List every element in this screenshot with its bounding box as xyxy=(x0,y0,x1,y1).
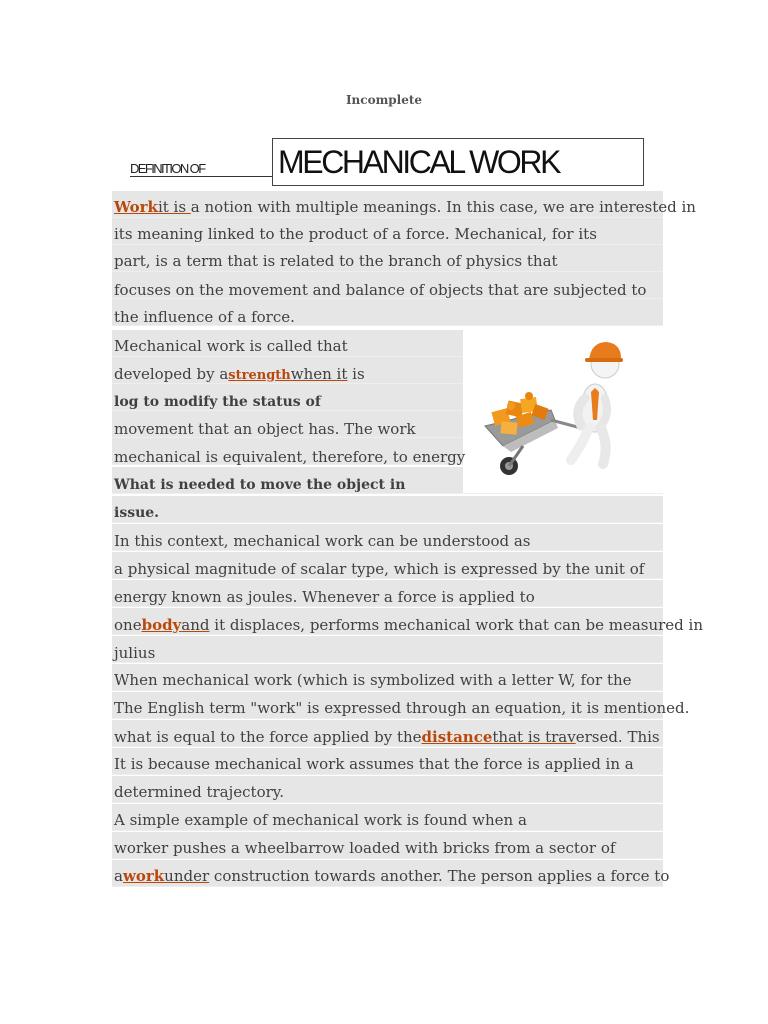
heading-prefix: DEFINITION OF xyxy=(130,161,205,176)
band xyxy=(112,636,663,663)
para4-line5: determined trajectory. xyxy=(114,783,285,801)
link-it-is[interactable]: it is xyxy=(157,198,191,216)
link-when-it[interactable]: when it xyxy=(290,365,348,383)
document-status: Incomplete xyxy=(345,93,423,107)
para3-line5: julius xyxy=(114,644,156,662)
link-that-is-trav[interactable]: that is trav xyxy=(492,728,576,746)
para5-line1: A simple example of mechanical work is found when a xyxy=(114,811,527,829)
para2-line3: log to modify the status of xyxy=(114,394,321,410)
para2-line2 xyxy=(114,365,365,385)
text: what is equal to the force applied by the xyxy=(114,728,422,746)
band xyxy=(112,496,663,523)
text: a notion with multiple meanings. In this case, we are interested in xyxy=(190,198,696,216)
para1-line4: focuses on the movement and balance of objects that are subjected to xyxy=(114,281,647,299)
para1-line5: the influence of a force. xyxy=(114,308,295,326)
para2-line6: What is needed to move the object in xyxy=(114,477,406,493)
para4-line3 xyxy=(114,728,660,746)
link-distance[interactable]: distance xyxy=(421,728,493,746)
para2-line7: issue. xyxy=(114,505,160,521)
text: it displaces, performs mechanical work that can be measured in xyxy=(209,616,703,634)
link-work-construction[interactable]: work xyxy=(122,867,165,885)
para5-line3 xyxy=(114,867,669,885)
para2-line5: mechanical is equivalent, therefore, to energy xyxy=(114,448,466,466)
para3-line2: a physical magnitude of scalar type, which is expressed by the unit of xyxy=(114,560,645,578)
worker-wheelbarrow-icon xyxy=(463,328,663,493)
text: a xyxy=(114,867,123,885)
para1-line1 xyxy=(114,198,696,216)
text: one xyxy=(114,616,142,634)
para2-line1: Mechanical work is called that xyxy=(114,337,348,355)
text: is xyxy=(347,365,365,383)
para5-line2: worker pushes a wheelbarrow loaded with bricks from a sector of xyxy=(114,839,616,857)
text: ersed. This xyxy=(575,728,660,746)
para1-line3: part, is a term that is related to the branch of physics that xyxy=(114,252,558,270)
link-under[interactable]: under xyxy=(164,867,210,885)
para4-line1: When mechanical work (which is symbolized with a letter W, for the xyxy=(114,671,632,689)
worker-wheelbarrow-illustration xyxy=(463,328,663,493)
link-and[interactable]: and xyxy=(181,616,210,634)
para2-line4: movement that an object has. The work xyxy=(114,420,416,438)
para1-line2: its meaning linked to the product of a force. Mechanical, for its xyxy=(114,225,597,243)
text: construction towards another. The person applies a force to xyxy=(209,867,670,885)
para4-line2: The English term "work" is expressed through an equation, it is mentioned. xyxy=(114,699,690,717)
link-strength[interactable]: strength xyxy=(228,368,291,383)
link-body[interactable]: body xyxy=(141,616,182,634)
heading-underline xyxy=(130,176,273,177)
link-work[interactable]: Work xyxy=(114,198,158,216)
para3-line1: In this context, mechanical work can be understood as xyxy=(114,532,531,550)
para4-line4: It is because mechanical work assumes that the force is applied in a xyxy=(114,755,634,773)
para3-line3: energy known as joules. Whenever a force is applied to xyxy=(114,588,535,606)
title-box xyxy=(272,138,644,186)
text: developed by a xyxy=(114,365,229,383)
para3-line4 xyxy=(114,616,703,634)
page-title: MECHANICAL WORK xyxy=(278,144,560,180)
